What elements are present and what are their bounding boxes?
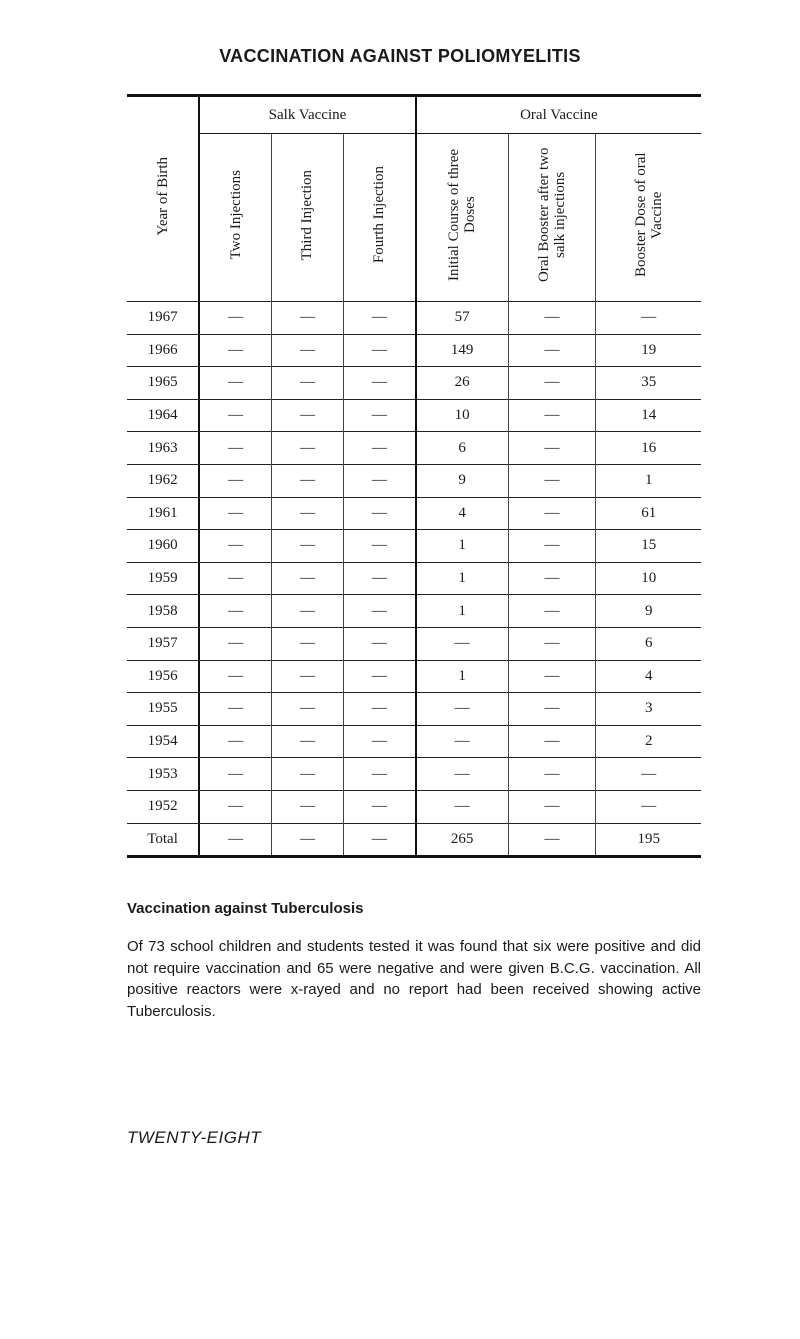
- year-cell: Total: [127, 823, 199, 857]
- table-cell: —: [272, 823, 344, 857]
- table-row: [127, 562, 701, 595]
- table-cell: —: [199, 562, 271, 595]
- table-cell: —: [199, 302, 271, 335]
- table-cell: 6: [416, 432, 508, 465]
- table-cell: —: [272, 725, 344, 758]
- table-cell: —: [199, 660, 271, 693]
- table-cell: 19: [596, 334, 701, 367]
- year-cell: 1966: [127, 334, 199, 367]
- table-cell: 26: [416, 367, 508, 400]
- table-cell: —: [343, 497, 415, 530]
- table-cell: —: [508, 367, 596, 400]
- table-row: [127, 595, 701, 628]
- table-cell: —: [508, 627, 596, 660]
- table-cell: —: [508, 725, 596, 758]
- table-cell: 1: [416, 562, 508, 595]
- year-cell: 1964: [127, 399, 199, 432]
- table-cell: —: [343, 302, 415, 335]
- table-cell: —: [343, 627, 415, 660]
- page-number-footer: TWENTY-EIGHT: [127, 1128, 262, 1147]
- table-cell: —: [272, 595, 344, 628]
- table-cell: 6: [596, 627, 701, 660]
- table-cell: —: [508, 399, 596, 432]
- year-of-birth-header: Year of Birth: [154, 157, 171, 236]
- table-cell: —: [508, 432, 596, 465]
- table-row: [127, 758, 701, 791]
- table-cell: —: [199, 497, 271, 530]
- table-cell: —: [343, 530, 415, 563]
- table-cell: —: [272, 432, 344, 465]
- table-cell: —: [416, 725, 508, 758]
- table-row: [127, 693, 701, 726]
- table-cell: —: [416, 790, 508, 823]
- table-cell: 14: [596, 399, 701, 432]
- table-cell: —: [272, 758, 344, 791]
- initial-course-header: Initial Course of three Doses: [416, 134, 508, 302]
- table-cell: 1: [416, 530, 508, 563]
- table-cell: —: [199, 758, 271, 791]
- year-cell: 1962: [127, 464, 199, 497]
- third-injection-header: Third Injection: [272, 134, 344, 302]
- table-cell: —: [596, 758, 701, 791]
- booster-dose-header: Booster Dose of oral Vaccine: [596, 134, 701, 302]
- table-cell: —: [416, 627, 508, 660]
- table-cell: —: [199, 823, 271, 857]
- table-cell: —: [272, 562, 344, 595]
- table-cell: 15: [596, 530, 701, 563]
- table-row: [127, 367, 701, 400]
- table-cell: —: [343, 432, 415, 465]
- oral-booster-header: Oral Booster after two salk injections: [508, 134, 596, 302]
- year-cell: 1959: [127, 562, 199, 595]
- table-cell: 2: [596, 725, 701, 758]
- table-row: [127, 399, 701, 432]
- table-cell: —: [199, 464, 271, 497]
- table-cell: —: [272, 497, 344, 530]
- tb-paragraph: Of 73 school children and students tested it was found that six were positive and did not require vaccination and 65 were negative and were given B.C.G. vaccination. All positive reactors were x-rayed and no report had been received showing active Tuberculosis.: [127, 938, 701, 1020]
- year-cell: 1967: [127, 302, 199, 335]
- table-row: [127, 497, 701, 530]
- table-cell: 3: [596, 693, 701, 726]
- year-cell: 1953: [127, 758, 199, 791]
- table-cell: —: [343, 823, 415, 857]
- table-cell: —: [199, 595, 271, 628]
- table-cell: —: [343, 790, 415, 823]
- table-cell: —: [343, 562, 415, 595]
- table-row: [127, 334, 701, 367]
- year-cell: 1958: [127, 595, 199, 628]
- table-cell: 4: [596, 660, 701, 693]
- table-cell: —: [199, 790, 271, 823]
- table-cell: —: [596, 790, 701, 823]
- table-cell: —: [199, 399, 271, 432]
- table-cell: —: [343, 464, 415, 497]
- table-cell: —: [508, 562, 596, 595]
- table-cell: —: [272, 660, 344, 693]
- table-cell: 1: [416, 660, 508, 693]
- table-cell: 149: [416, 334, 508, 367]
- table-cell: —: [199, 530, 271, 563]
- table-cell: —: [272, 530, 344, 563]
- table-cell: 4: [416, 497, 508, 530]
- table-cell: —: [272, 693, 344, 726]
- table-cell: 10: [416, 399, 508, 432]
- table-cell: —: [199, 367, 271, 400]
- table-cell: —: [343, 660, 415, 693]
- table-row: [127, 432, 701, 465]
- table-cell: 10: [596, 562, 701, 595]
- fourth-injection-header: Fourth Injection: [343, 134, 415, 302]
- table-cell: —: [343, 334, 415, 367]
- year-cell: 1952: [127, 790, 199, 823]
- table-cell: —: [508, 497, 596, 530]
- table-row: [127, 660, 701, 693]
- table-cell: 195: [596, 823, 701, 857]
- tb-section-heading: Vaccination against Tuberculosis: [127, 900, 364, 917]
- table-cell: —: [199, 693, 271, 726]
- table-cell: 9: [596, 595, 701, 628]
- table-cell: 57: [416, 302, 508, 335]
- table-cell: —: [508, 464, 596, 497]
- table-cell: —: [272, 790, 344, 823]
- table-cell: —: [508, 302, 596, 335]
- table-cell: —: [199, 627, 271, 660]
- table-cell: —: [508, 693, 596, 726]
- table-cell: —: [343, 399, 415, 432]
- table-cell: —: [416, 693, 508, 726]
- table-cell: —: [508, 660, 596, 693]
- year-cell: 1963: [127, 432, 199, 465]
- table-row: [127, 627, 701, 660]
- polio-vaccination-table: [127, 94, 701, 858]
- table-cell: —: [272, 464, 344, 497]
- year-cell: 1955: [127, 693, 199, 726]
- table-row: [127, 302, 701, 335]
- year-cell: 1960: [127, 530, 199, 563]
- salk-vaccine-header: Salk Vaccine: [199, 96, 416, 134]
- table-row: [127, 530, 701, 563]
- table-cell: —: [199, 432, 271, 465]
- table-cell: —: [508, 334, 596, 367]
- table-cell: —: [416, 758, 508, 791]
- table-cell: —: [272, 367, 344, 400]
- table-cell: —: [199, 725, 271, 758]
- table-cell: —: [508, 530, 596, 563]
- table-cell: —: [343, 595, 415, 628]
- table-cell: 61: [596, 497, 701, 530]
- table-cell: —: [343, 367, 415, 400]
- table-cell: —: [508, 595, 596, 628]
- table-row: [127, 464, 701, 497]
- table-row: [127, 823, 701, 857]
- year-cell: 1965: [127, 367, 199, 400]
- year-cell: 1961: [127, 497, 199, 530]
- table-cell: —: [343, 693, 415, 726]
- page-title: VACCINATION AGAINST POLIOMYELITIS: [219, 46, 581, 66]
- table-cell: —: [508, 790, 596, 823]
- table-cell: —: [508, 823, 596, 857]
- table-cell: —: [272, 399, 344, 432]
- table-cell: 1: [596, 464, 701, 497]
- year-cell: 1954: [127, 725, 199, 758]
- table-cell: —: [272, 302, 344, 335]
- table-cell: —: [272, 627, 344, 660]
- table-cell: 265: [416, 823, 508, 857]
- table-cell: 16: [596, 432, 701, 465]
- table-cell: —: [508, 758, 596, 791]
- table-cell: 35: [596, 367, 701, 400]
- table-cell: 9: [416, 464, 508, 497]
- table-cell: 1: [416, 595, 508, 628]
- table-cell: —: [343, 725, 415, 758]
- table-cell: —: [199, 334, 271, 367]
- year-cell: 1957: [127, 627, 199, 660]
- two-injections-header: Two Injections: [199, 134, 271, 302]
- table-cell: —: [596, 302, 701, 335]
- year-cell: 1956: [127, 660, 199, 693]
- table-row: [127, 790, 701, 823]
- table-cell: —: [272, 334, 344, 367]
- oral-vaccine-header: Oral Vaccine: [416, 96, 701, 134]
- table-row: [127, 725, 701, 758]
- table-cell: —: [343, 758, 415, 791]
